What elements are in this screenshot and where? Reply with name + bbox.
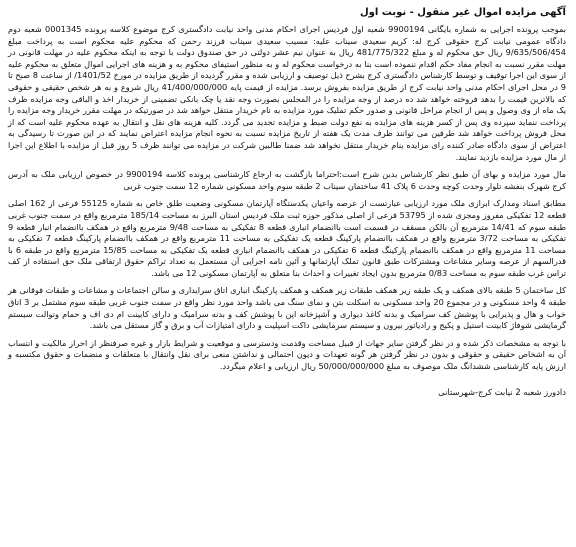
notice-title: آگهی مزایده اموال غیر منقول - نوبت اول xyxy=(360,7,566,18)
notice-paragraph-4: کل ساختمان 5 طبقه بالای همکف و یک طبقه زیر همکف طبقات زیر همکف و همکف پارکینگ انباری اتاق سرایداری و سالن اجتماعات و مشاعات و طبقات فوقانی هر طبقه 4 واحد مسکونی و در مجموع 20 واحد مسکونی به اسکلت بتن و نمای سنگ می باشد واحد مورد نظر واقع در سمت جنوب غربی طبقه سوم مشتمل بر 3 اتاق خواب و هال و پذیرایی با پوشش کف سرامیک و بدنه کاغذ دیواری و آشپزخانه اپن با پوشش کف و بدنه سرامیک و دارای کابینت ام دی اف و حمام وتوالت سیستم گرمایشی شوفاژ کابینت استیل و پکیج و رادیاتور بیرون و سیستم سرمایشی داکت اسپلیت و دارای امتیازات آب و برق و گاز مستقل می باشد. xyxy=(8,285,566,331)
notice-paragraph-1: بموجب پرونده اجرایی به شماره بایگانی 9900194 شعبه اول فردیس اجرای احکام مدنی واحد نیابت دادگستری کرج موضوع کلاسه پرونده 0001345 شعبه دوم دادگاه عمومی نیابت کرج حقوقی کرج له: کریم سعیدی سیناب علیه: مسیب سعیدی سیناب فرزند رحمن که محکوم علیه محکوم است به پرداخت مبلغ 9/635/506/454 ریال حق محکوم له و مبلغ 481/775/322 ریال به عنوان نیم عشر دولتی در حق صندوق دولت با توجه به اینکه محکوم علیه در مهلت قانونی در مهلت مقرر نسبت به انجام مفاد حکم اقدام ننموده است بنا به درخواست محکوم له و به منظور استیفای محکوم به و هزینه های اجرایی اموال متعلق به محکوم علیه از سوی این اجرا توقیف و توسط کارشناس دادگستری کرج بشرح ذیل توصیف و ارزیابی شده و مقرر گردیده از طریق مزایده در مورخ 1401/52/ از ساعت 8 صبح تا 9 در محل اجرای احکام مدنی واحد نیابت کرج از طریق مزایده بفروش برسد. مزایده از قیمت پایه 41/400/000/000 ریال شروع و به هر شخص حقیقی و حقوقی که بالاترین قیمت را بدهد فروخته خواهد شد ده درصد از وجه مزایده را در المجلس بصورت وجه نقد یا چک بانکی تضمینی از خریدار اخذ و الباقی وجه مزایده ظرف یک ماه از وی وصول و پس از انجام مراحل قانونی و صدور حکم تملیک مورد مزایده به نام خریدار منتقل خواهد شد در صورتیکه در مهلت مقرر خریدار وجه مزایده را پرداخت ننماید سپرده وی پس از کسر هزینه های مزایده به نفع دولت ضبط و مزایده تجدید می گردد. کلیه هزینه های نقل و انتقال به عهده محکوم علیه است که از محل فروش پرداخت خواهد شد طرفین می توانند ظرف مدت یک هفته از تاریخ مزایده نسبت به نحوه انجام مزایده اعتراض نمایند که در این صورت تا رسیدگی به اعتراض از سوی دادگاه صادر کننده رای مزایده بنام خریدار منتقل نخواهد شد ضمنا طالبین شرکت در مزایده می توانند ظرف 5 روز قبل از مزایده با اطلاع این اجرا از مال مورد مزایده بازدید نمایند. xyxy=(8,24,567,162)
notice-paragraph-5: با توجه به مشخصات ذکر شده و در نظر گرفتن سایر جهات از قبیل مساحت وقدمت ودسترسی و موقعیت و شرایط بازار و غیره صرفنظر از احراز مالکیت و انتساب آن به اشخاص حقیقی و حقوقی و بدون در نظر گرفتن هر گونه تعهدات و دیون احتمالی و نداشتن منعی برای نقل وانتقال با متعلقات و منضمات و حقوق مکتسبه و ارزش پایه کارشناسی ششدانگ ملک موصوف به مبلغ 50/000/000/000 ریال ارزیابی و اعلام میگردد. xyxy=(8,337,566,372)
notice-paragraph-2: مال مورد مزایده و بهای آن طبق نظر کارشناس بدین شرح است:احتراما بازگشت به ارجاع کارشناسی پرونده کلاسه 9900194 در خصوص ارزیابی ملک به آدرس کرج شهرک بنفشه تلوار وحدت کوچه وحدت 6 پلاک 41 ساختمان سیناب 2 طبقه سوم واحد مسکونی شماره 12 سمت جنوب غربی xyxy=(8,169,566,191)
notice-signature: دادورز شعبه 2 نیابت کرج-شهرستانی xyxy=(438,386,566,397)
notice-paragraph-3: مطابق اسناد ومدارک ابرازی ملک مورد ارزیابی عبارتست از عرصه واعیان یکدستگاه آپارتمان مسکونی وضعیت طلق خاص به شماره 55125 فرعی از 162 اصلی قطعه 12 تفکیکی مفروز ومجزی شده از 53795 فرعی از اصلی مذکور حوزه ثبت ملک فردیس استان البرز به مساحت 185/14 مترمربع واقع در سمت جنوب غربی طبقه سوم که 14/41 مترمربع آن بالکن مسقف در قسمت است باانضمام انباری قطعه 8 تفکیکی به مساحت 9/48 مترمربع واقع در همکف باانضمام انبار قطعه 9 تفکیکی به مساحت 3/72 مترمربع واقع در همکف باانضمام پارکینگ قطعه یک تفکیکی به مساحت 11 مترمربع واقع در همکف باانضمام پارکینگ قطعه 7 تفکیکی به مساحت 11 مترمربع واقع در همکف باانضمام پارکینگ قطعه 6 تفکیکی در همکف باانضمام انباری قطعه یک تفکیکی به مساحت 15/85 مترمربع واقع در طبقه 6 با قدرالسهم از عرصه وسایر مشاعات ومشترکات طبق قانون تملک آپارتمانها و آئین نامه اجرایی آن مستعمل به تعداد تراکم حقوق ارتفاقی ملک حق استفاده از کف تراس غرب طبقه سوم به مساحت 0/83 مترمربع بدون ایجاد تغییرات و احداث بنا متعلق به آپارتمان مسکونی 12 می باشد. xyxy=(8,198,567,278)
